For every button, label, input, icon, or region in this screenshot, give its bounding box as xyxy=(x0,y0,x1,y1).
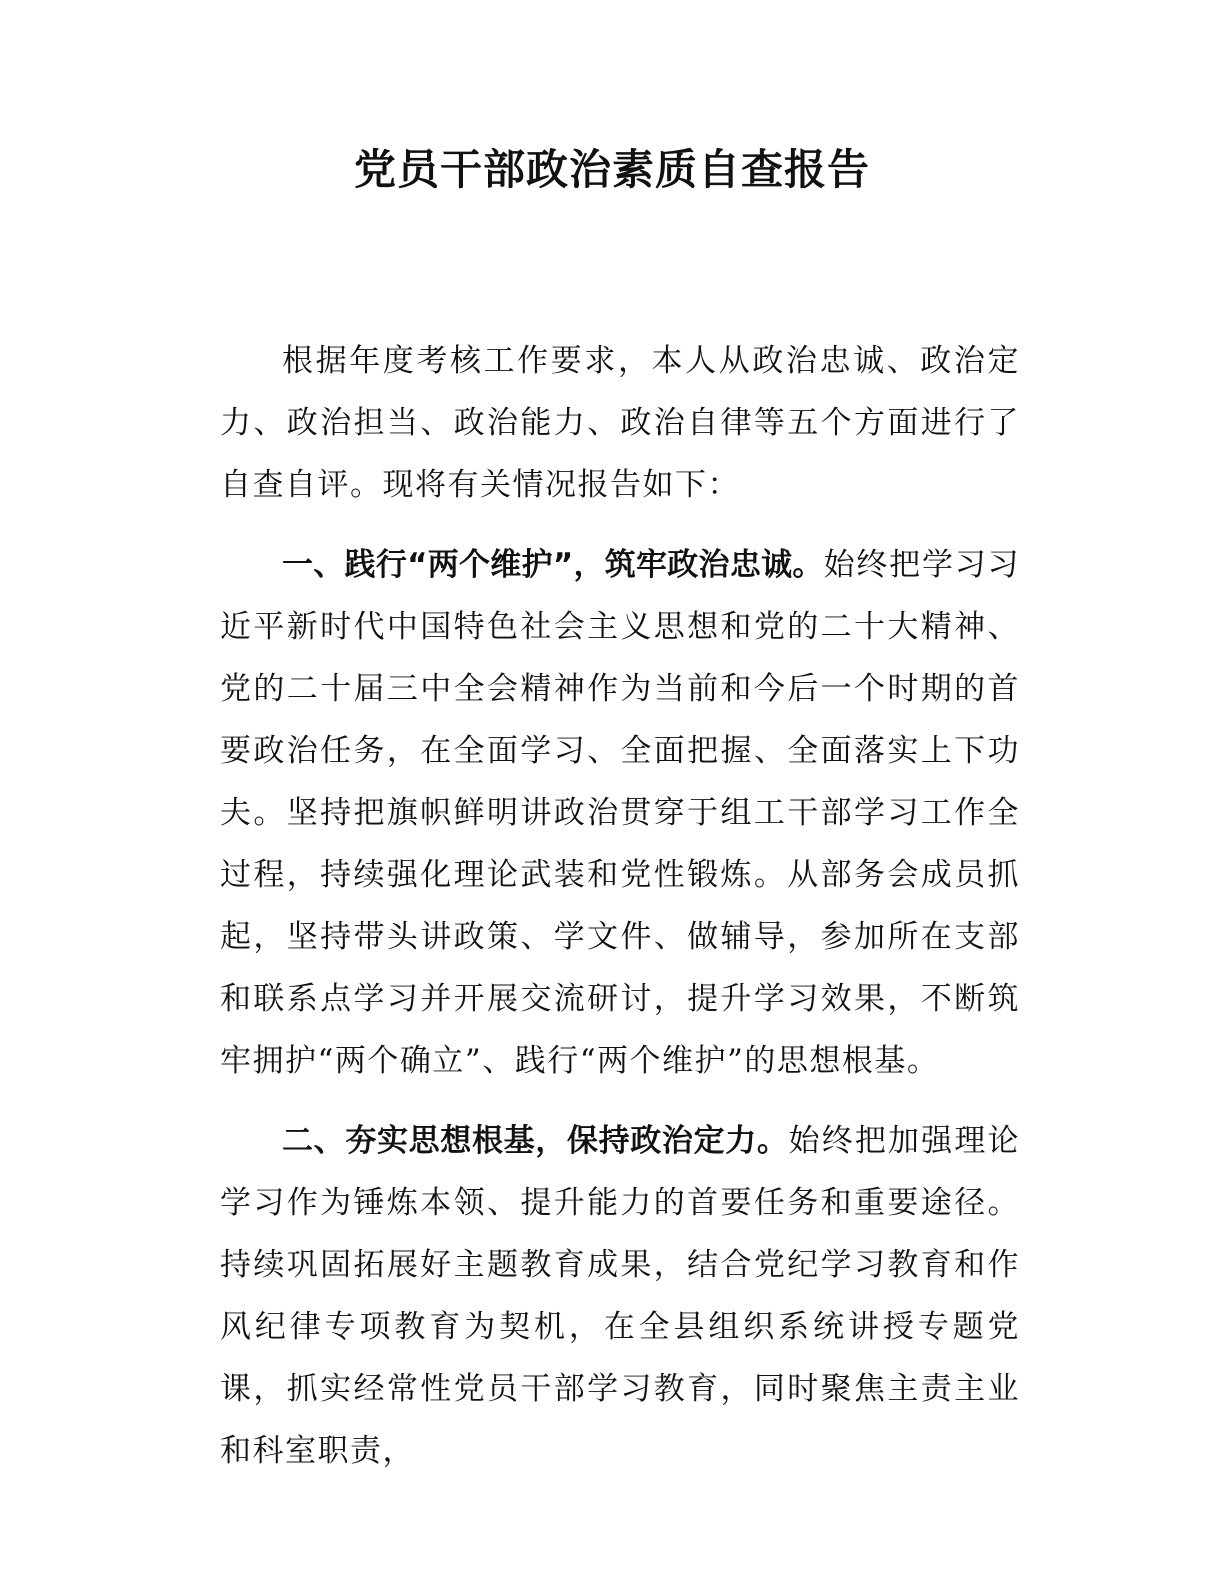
document-title: 党员干部政治素质自查报告 xyxy=(353,145,870,194)
intro-paragraph: 根据年度考核工作要求，本人从政治忠诚、政治定力、政治担当、政治能力、政治自律等五个方面进行了自查自评。现将有关情况报告如下： xyxy=(220,343,1020,503)
document-body xyxy=(220,330,1020,1482)
section-1-heading: 一、践行“两个维护”，筑牢政治忠诚。 xyxy=(282,547,824,583)
section-2-text: 始终把加强理论学习作为锤炼本领、提升能力的首要任务和重要途径。持续巩固拓展好主题教育成果，结合党纪学习教育和作风纪律专项教育为契机，在全县组织系统讲授专题党课，抓实经常性党员干部学习教育，同时聚焦主责主业和科室职责， xyxy=(220,1123,1021,1469)
section-1-paragraph xyxy=(220,534,1020,1092)
section-2-paragraph xyxy=(220,1110,1020,1482)
section-2-heading: 二、夯实思想根基，保持政治定力。 xyxy=(282,1123,789,1159)
section-1-text: 始终把学习习近平新时代中国特色社会主义思想和党的二十大精神、党的二十届三中全会精神作为当前和今后一个时期的首要政治任务，在全面学习、全面把握、全面落实上下功夫。坚持把旗帜鲜明讲政治贯穿于组工干部学习工作全过程，持续强化理论武装和党性锻炼。从部务会成员抓起，坚持带头讲政策、学文件、做辅导，参加所在支部和联系点学习并开展交流研讨，提升学习效果，不断筑牢拥护“两个确立”、践行“两个维护”的思想根基。 xyxy=(220,547,1020,1079)
